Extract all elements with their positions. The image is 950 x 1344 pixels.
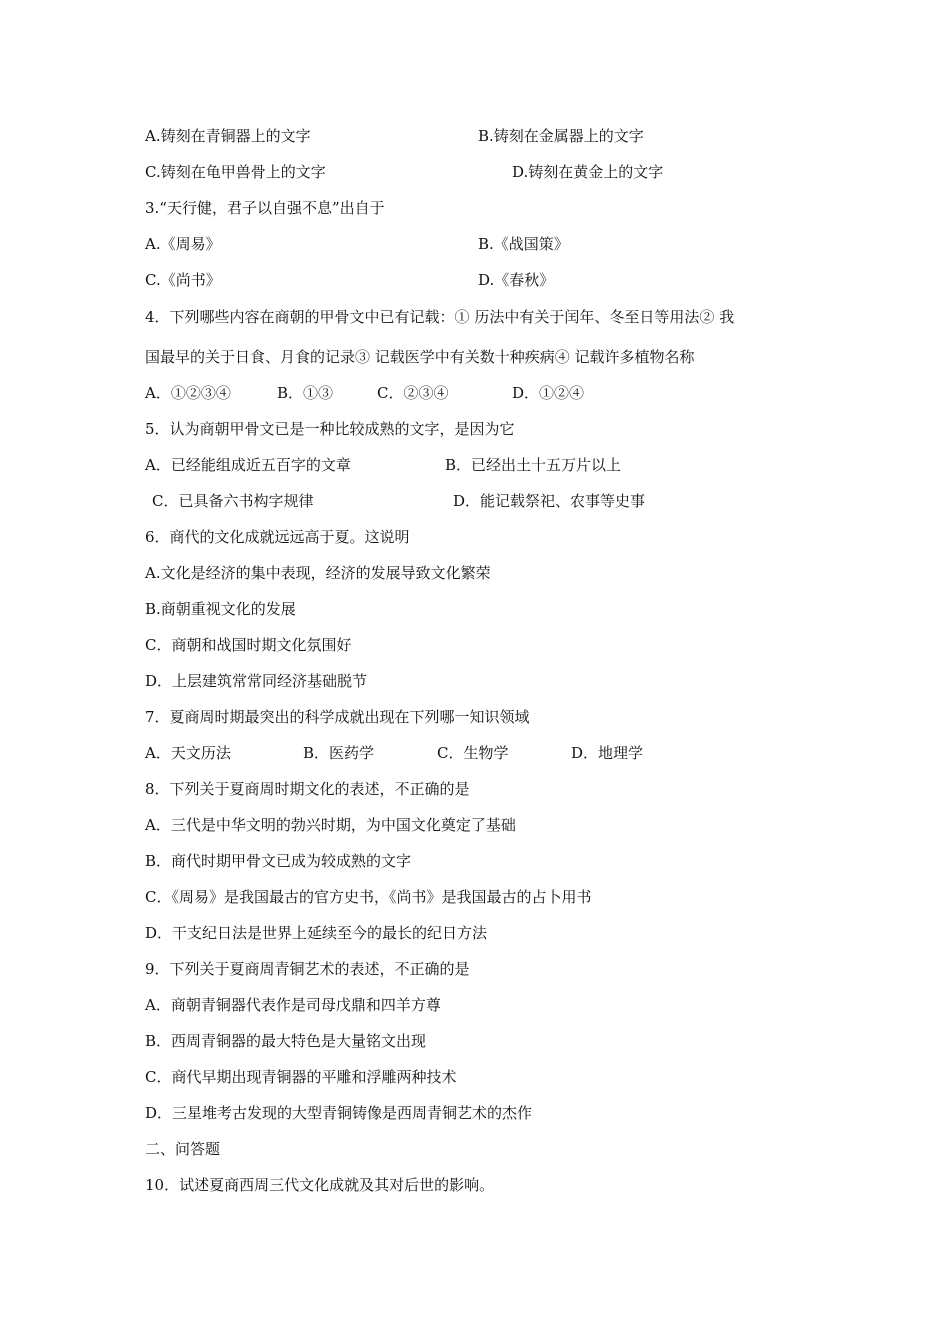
q3-option-c: C.《尚书》 [145, 271, 221, 289]
section-heading: 二、问答题 [145, 1140, 221, 1158]
q4-option-d: D．①②④ [512, 384, 585, 402]
q9-option-b: B．西周青铜器的最大特色是大量铭文出现 [145, 1032, 427, 1050]
q10-stem: 10．试述夏商西周三代文化成就及其对后世的影响。 [145, 1176, 495, 1194]
q5-option-a: A．已经能组成近五百字的文章 [145, 456, 351, 474]
q3-option-d: D.《春秋》 [478, 271, 555, 289]
q9-option-c: C．商代早期出现青铜器的平雕和浮雕两种技术 [145, 1068, 457, 1086]
q8-option-a: A．三代是中华文明的勃兴时期，为中国文化奠定了基础 [145, 816, 516, 834]
q4-stem-line1: 4．下列哪些内容在商朝的甲骨文中已有记载：① 历法中有关于闰年、冬至日等用法② 我 [145, 308, 735, 326]
q9-option-a: A．商朝青铜器代表作是司母戊鼎和四羊方尊 [145, 996, 441, 1014]
q3-stem: 3.“天行健，君子以自强不息”出自于 [145, 199, 385, 217]
q8-stem: 8．下列关于夏商周时期文化的表述，不正确的是 [145, 780, 470, 798]
q6-option-b: B.商朝重视文化的发展 [145, 600, 296, 618]
q8-option-c: C．《周易》是我国最古的官方史书，《尚书》是我国最古的占卜用书 [145, 888, 592, 906]
q2-option-b: B.铸刻在金属器上的文字 [478, 127, 644, 145]
q2-option-a: A.铸刻在青铜器上的文字 [145, 127, 311, 145]
q4-option-b: B．①③ [277, 384, 334, 402]
q6-option-a: A.文化是经济的集中表现，经济的发展导致文化繁荣 [145, 564, 491, 582]
q8-option-d: D．干支纪日法是世界上延续至今的最长的纪日方法 [145, 924, 488, 942]
q9-option-d: D．三星堆考古发现的大型青铜铸像是西周青铜艺术的杰作 [145, 1104, 533, 1122]
q5-option-b: B．已经出土十五万片以上 [445, 456, 622, 474]
q7-stem: 7．夏商周时期最突出的科学成就出现在下列哪一知识领域 [145, 708, 530, 726]
q8-option-b: B．商代时期甲骨文已成为较成熟的文字 [145, 852, 412, 870]
q5-stem: 5．认为商朝甲骨文已是一种比较成熟的文字，是因为它 [145, 420, 515, 438]
q4-option-a: A．①②③④ [145, 384, 231, 402]
q2-option-c: C.铸刻在龟甲兽骨上的文字 [145, 163, 326, 181]
q5-option-d: D．能记载祭祀、农事等史事 [453, 492, 646, 510]
q7-option-b: B．医药学 [303, 744, 375, 762]
q6-stem: 6．商代的文化成就远远高于夏。这说明 [145, 528, 410, 546]
q5-option-c: C．已具备六书构字规律 [152, 492, 314, 510]
q7-option-c: C．生物学 [437, 744, 509, 762]
q6-option-d: D．上层建筑常常同经济基础脱节 [145, 672, 368, 690]
q3-option-a: A.《周易》 [145, 235, 221, 253]
q3-option-b: B.《战国策》 [478, 235, 569, 253]
q6-option-c: C．商朝和战国时期文化氛围好 [145, 636, 352, 654]
q4-option-c: C．②③④ [377, 384, 449, 402]
q2-option-d: D.铸刻在黄金上的文字 [512, 163, 664, 181]
q7-option-d: D．地理学 [571, 744, 644, 762]
q4-stem-line2: 国最早的关于日食、月食的记录③ 记载医学中有关数十种疾病④ 记载许多植物名称 [145, 348, 695, 366]
q7-option-a: A．天文历法 [145, 744, 231, 762]
q9-stem: 9．下列关于夏商周青铜艺术的表述，不正确的是 [145, 960, 470, 978]
